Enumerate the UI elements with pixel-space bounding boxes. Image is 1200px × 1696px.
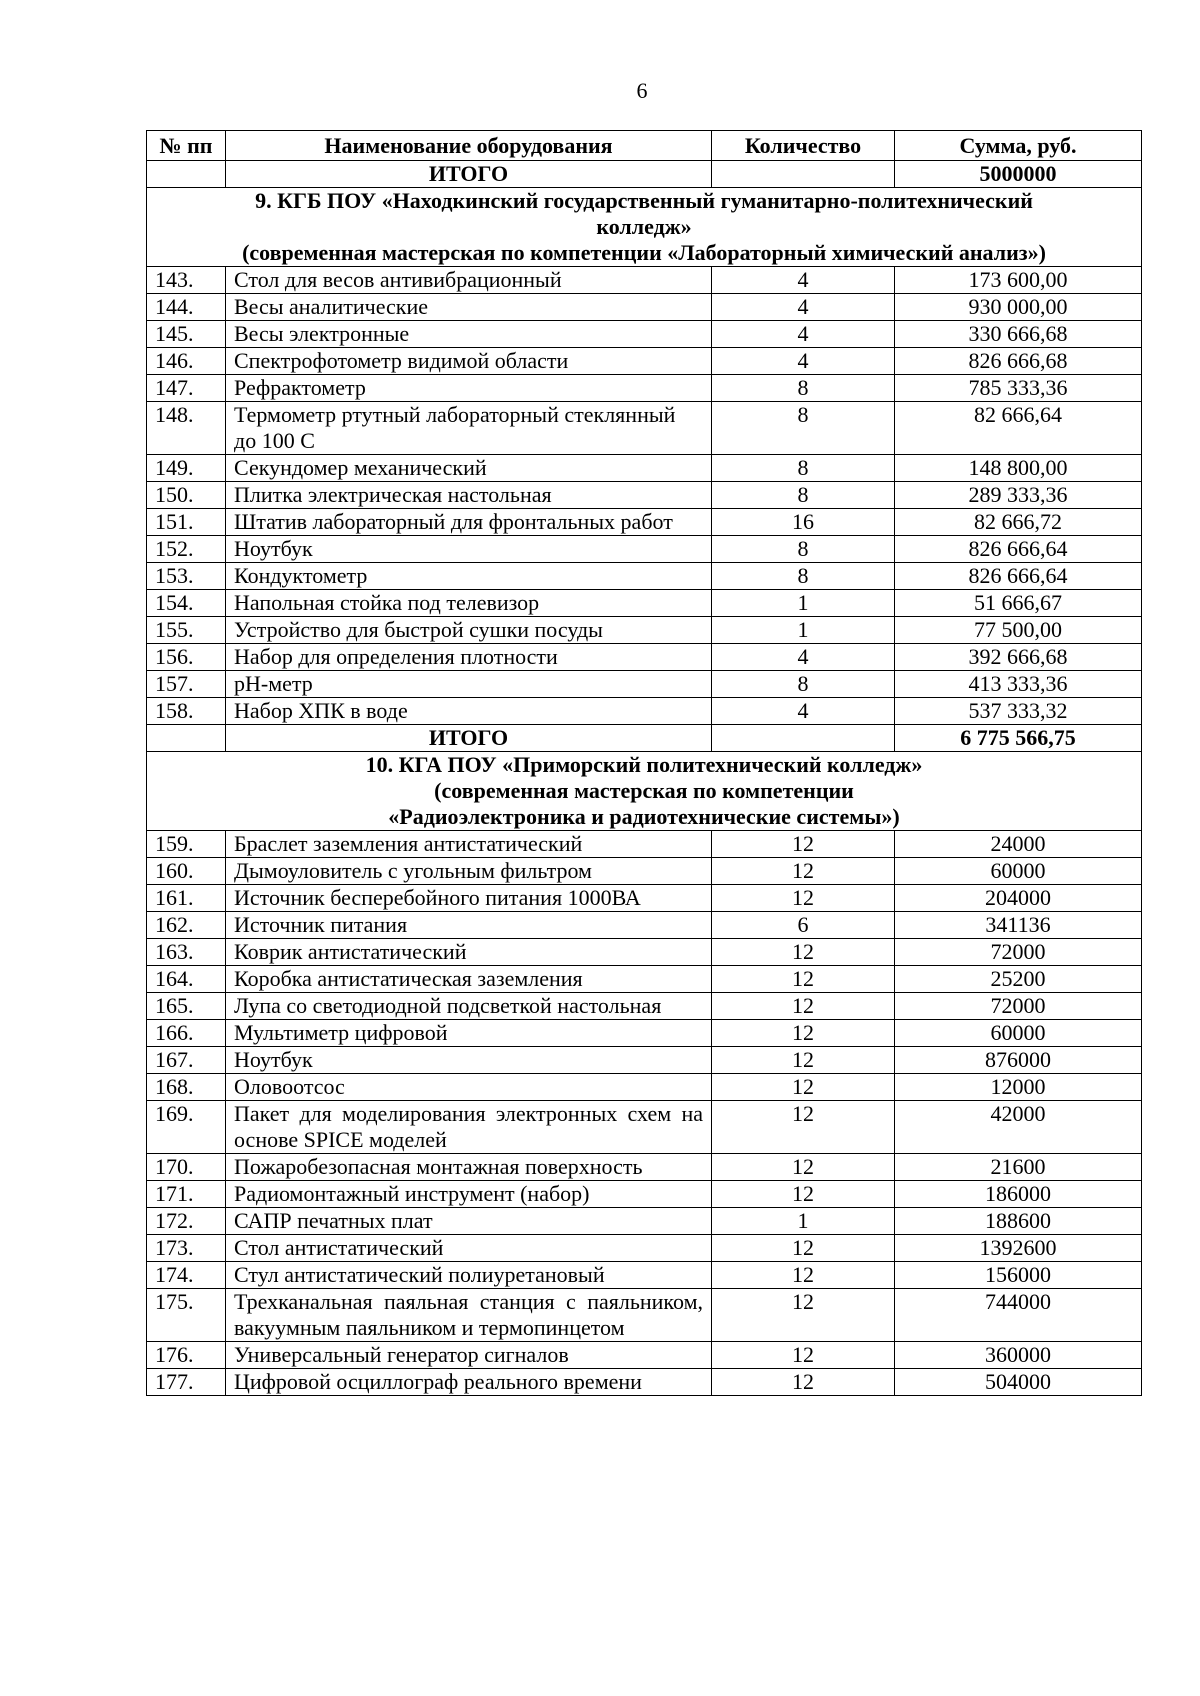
item-quantity: 1 (712, 1208, 895, 1235)
item-name: Источник питания (226, 912, 712, 939)
item-quantity: 4 (712, 348, 895, 375)
item-name: Устройство для быстрой сушки посуды (226, 617, 712, 644)
table-row (147, 590, 1142, 617)
item-name: Ноутбук (226, 536, 712, 563)
table-row (147, 536, 1142, 563)
row-number: 165. (147, 993, 226, 1020)
row-number: 173. (147, 1235, 226, 1262)
item-sum: 12000 (895, 1074, 1142, 1101)
row-number: 170. (147, 1154, 226, 1181)
table-row (147, 831, 1142, 858)
section-10-heading (147, 752, 1142, 831)
item-quantity: 12 (712, 1020, 895, 1047)
item-name: Спектрофотометр видимой области (226, 348, 712, 375)
item-sum: 186000 (895, 1181, 1142, 1208)
item-quantity: 1 (712, 617, 895, 644)
row-number: 175. (147, 1289, 226, 1342)
header-num: № пп (147, 131, 226, 161)
table-row (147, 912, 1142, 939)
item-quantity: 12 (712, 939, 895, 966)
item-quantity: 12 (712, 1154, 895, 1181)
row-number: 162. (147, 912, 226, 939)
item-name: Кондуктометр (226, 563, 712, 590)
item-sum: 188600 (895, 1208, 1142, 1235)
item-sum: 341136 (895, 912, 1142, 939)
row-number: 150. (147, 482, 226, 509)
item-sum: 392 666,68 (895, 644, 1142, 671)
item-sum: 156000 (895, 1262, 1142, 1289)
item-sum: 537 333,32 (895, 698, 1142, 725)
item-sum: 60000 (895, 858, 1142, 885)
item-name: Оловоотсос (226, 1074, 712, 1101)
item-sum: 826 666,64 (895, 563, 1142, 590)
item-sum: 360000 (895, 1342, 1142, 1369)
table-row (147, 966, 1142, 993)
item-quantity: 12 (712, 1047, 895, 1074)
item-name: Стул антистатический полиуретановый (226, 1262, 712, 1289)
item-quantity: 4 (712, 294, 895, 321)
row-number: 163. (147, 939, 226, 966)
table-row (147, 1208, 1142, 1235)
item-name: Стол антистатический (226, 1235, 712, 1262)
row-number: 152. (147, 536, 226, 563)
table-row (147, 885, 1142, 912)
item-quantity: 12 (712, 885, 895, 912)
item-quantity: 1 (712, 590, 895, 617)
table-row (147, 1289, 1142, 1342)
item-sum: 72000 (895, 993, 1142, 1020)
table-row (147, 375, 1142, 402)
item-name: Коробка антистатическая заземления (226, 966, 712, 993)
item-sum: 60000 (895, 1020, 1142, 1047)
item-sum: 82 666,64 (895, 402, 1142, 455)
item-sum: 42000 (895, 1101, 1142, 1154)
table-row (147, 563, 1142, 590)
item-quantity: 16 (712, 509, 895, 536)
row-number: 172. (147, 1208, 226, 1235)
item-sum: 77 500,00 (895, 617, 1142, 644)
item-name: Весы аналитические (226, 294, 712, 321)
item-name: Коврик антистатический (226, 939, 712, 966)
table-row (147, 1262, 1142, 1289)
table-row (147, 1074, 1142, 1101)
item-quantity: 12 (712, 1369, 895, 1396)
table-row (147, 617, 1142, 644)
item-quantity: 8 (712, 536, 895, 563)
table-row (147, 993, 1142, 1020)
section-9-title: 9. КГБ ПОУ «Находкинский государственный гуманитарно-политехнический (255, 188, 1033, 213)
item-quantity: 12 (712, 1235, 895, 1262)
item-name: Пакет для моделирования электронных схем на основе SPICE моделей (226, 1101, 712, 1154)
table-row (147, 1047, 1142, 1074)
item-name: Радиомонтажный инструмент (набор) (226, 1181, 712, 1208)
item-sum: 330 666,68 (895, 321, 1142, 348)
item-name: Рефрактометр (226, 375, 712, 402)
item-quantity: 4 (712, 321, 895, 348)
table-row (147, 509, 1142, 536)
table-row (147, 402, 1142, 455)
item-name: Термометр ртутный лабораторный стеклянный до 100 С (226, 402, 712, 455)
item-name: Лупа со светодиодной подсветкой настольная (226, 993, 712, 1020)
table-row (147, 858, 1142, 885)
item-quantity: 8 (712, 375, 895, 402)
item-sum: 785 333,36 (895, 375, 1142, 402)
table-row (147, 1154, 1142, 1181)
item-quantity: 8 (712, 563, 895, 590)
item-sum: 826 666,68 (895, 348, 1142, 375)
total-sum: 6 775 566,75 (895, 725, 1142, 752)
row-number: 156. (147, 644, 226, 671)
table-row (147, 939, 1142, 966)
row-number: 161. (147, 885, 226, 912)
row-number: 146. (147, 348, 226, 375)
item-quantity: 12 (712, 993, 895, 1020)
item-sum: 504000 (895, 1369, 1142, 1396)
item-quantity: 8 (712, 455, 895, 482)
section-9-title-cont: колледж» (596, 214, 692, 239)
row-number: 143. (147, 267, 226, 294)
item-name: Источник бесперебойного питания 1000ВА (226, 885, 712, 912)
row-number: 159. (147, 831, 226, 858)
table-header-row (147, 131, 1142, 161)
item-sum: 744000 (895, 1289, 1142, 1342)
item-quantity: 12 (712, 1101, 895, 1154)
item-sum: 876000 (895, 1047, 1142, 1074)
row-number: 154. (147, 590, 226, 617)
item-quantity: 12 (712, 1342, 895, 1369)
item-sum: 24000 (895, 831, 1142, 858)
table-row (147, 321, 1142, 348)
item-name: Весы электронные (226, 321, 712, 348)
item-quantity: 8 (712, 402, 895, 455)
table-row (147, 294, 1142, 321)
item-name: Секундомер механический (226, 455, 712, 482)
item-quantity: 8 (712, 671, 895, 698)
section-9-subtitle: (современная мастерская по компетенции «Лабораторный химический анализ») (242, 240, 1046, 265)
item-quantity: 4 (712, 267, 895, 294)
item-sum: 51 666,67 (895, 590, 1142, 617)
row-number: 174. (147, 1262, 226, 1289)
item-sum: 21600 (895, 1154, 1142, 1181)
total-sum: 5000000 (895, 161, 1142, 188)
table-row (147, 671, 1142, 698)
item-quantity: 12 (712, 966, 895, 993)
item-quantity: 6 (712, 912, 895, 939)
page-number: 6 (636, 78, 648, 103)
item-name: Напольная стойка под телевизор (226, 590, 712, 617)
item-sum: 1392600 (895, 1235, 1142, 1262)
header-name: Наименование оборудования (226, 131, 712, 161)
item-sum: 148 800,00 (895, 455, 1142, 482)
header-sum: Сумма, руб. (895, 131, 1142, 161)
item-name: Плитка электрическая настольная (226, 482, 712, 509)
item-sum: 173 600,00 (895, 267, 1142, 294)
item-name: Универсальный генератор сигналов (226, 1342, 712, 1369)
row-number: 145. (147, 321, 226, 348)
row-number: 171. (147, 1181, 226, 1208)
item-name: pH-метр (226, 671, 712, 698)
table-row (147, 1342, 1142, 1369)
top-total-row (147, 161, 1142, 188)
table-row (147, 348, 1142, 375)
item-quantity: 12 (712, 1262, 895, 1289)
table-row (147, 455, 1142, 482)
item-quantity: 4 (712, 698, 895, 725)
item-quantity: 12 (712, 1181, 895, 1208)
row-number: 157. (147, 671, 226, 698)
row-number: 155. (147, 617, 226, 644)
item-quantity: 4 (712, 644, 895, 671)
item-quantity: 12 (712, 858, 895, 885)
row-number: 166. (147, 1020, 226, 1047)
row-number: 167. (147, 1047, 226, 1074)
item-sum: 289 333,36 (895, 482, 1142, 509)
item-sum: 826 666,64 (895, 536, 1142, 563)
row-number: 160. (147, 858, 226, 885)
row-number: 177. (147, 1369, 226, 1396)
item-name: Браслет заземления антистатический (226, 831, 712, 858)
item-sum: 72000 (895, 939, 1142, 966)
section-10-subtitle-cont: «Радиоэлектроника и радиотехнические системы») (388, 804, 900, 829)
item-sum: 204000 (895, 885, 1142, 912)
table-row (147, 482, 1142, 509)
item-quantity: 8 (712, 482, 895, 509)
table-row (147, 1181, 1142, 1208)
section-10-subtitle: (современная мастерская по компетенции (434, 778, 854, 803)
table-row (147, 1101, 1142, 1154)
table-row (147, 1235, 1142, 1262)
row-number: 164. (147, 966, 226, 993)
item-sum: 413 333,36 (895, 671, 1142, 698)
item-sum: 25200 (895, 966, 1142, 993)
row-number: 151. (147, 509, 226, 536)
item-name: Мультиметр цифровой (226, 1020, 712, 1047)
equipment-table (146, 130, 1142, 1396)
row-number: 169. (147, 1101, 226, 1154)
table-row (147, 1020, 1142, 1047)
table-row (147, 698, 1142, 725)
item-quantity: 12 (712, 1289, 895, 1342)
table-row (147, 644, 1142, 671)
section-9-total-row (147, 725, 1142, 752)
row-number: 147. (147, 375, 226, 402)
row-number: 153. (147, 563, 226, 590)
row-number: 168. (147, 1074, 226, 1101)
item-name: САПР печатных плат (226, 1208, 712, 1235)
row-number: 158. (147, 698, 226, 725)
item-name: Набор ХПК в воде (226, 698, 712, 725)
item-name: Набор для определения плотности (226, 644, 712, 671)
item-name: Штатив лабораторный для фронтальных работ (226, 509, 712, 536)
item-name: Стол для весов антивибрационный (226, 267, 712, 294)
item-name: Цифровой осциллограф реального времени (226, 1369, 712, 1396)
item-name: Ноутбук (226, 1047, 712, 1074)
item-name: Пожаробезопасная монтажная поверхность (226, 1154, 712, 1181)
item-name: Трехканальная паяльная станция с паяльником, вакуумным паяльником и термопинцетом (226, 1289, 712, 1342)
item-name: Дымоуловитель с угольным фильтром (226, 858, 712, 885)
total-label: ИТОГО (226, 725, 712, 752)
table-row (147, 1369, 1142, 1396)
section-9-heading (147, 188, 1142, 267)
table-row (147, 267, 1142, 294)
item-sum: 930 000,00 (895, 294, 1142, 321)
total-label: ИТОГО (226, 161, 712, 188)
item-sum: 82 666,72 (895, 509, 1142, 536)
item-quantity: 12 (712, 831, 895, 858)
row-number: 149. (147, 455, 226, 482)
row-number: 148. (147, 402, 226, 455)
item-quantity: 12 (712, 1074, 895, 1101)
header-qty: Количество (712, 131, 895, 161)
row-number: 144. (147, 294, 226, 321)
section-10-title: 10. КГА ПОУ «Приморский политехнический колледж» (365, 752, 923, 777)
row-number: 176. (147, 1342, 226, 1369)
